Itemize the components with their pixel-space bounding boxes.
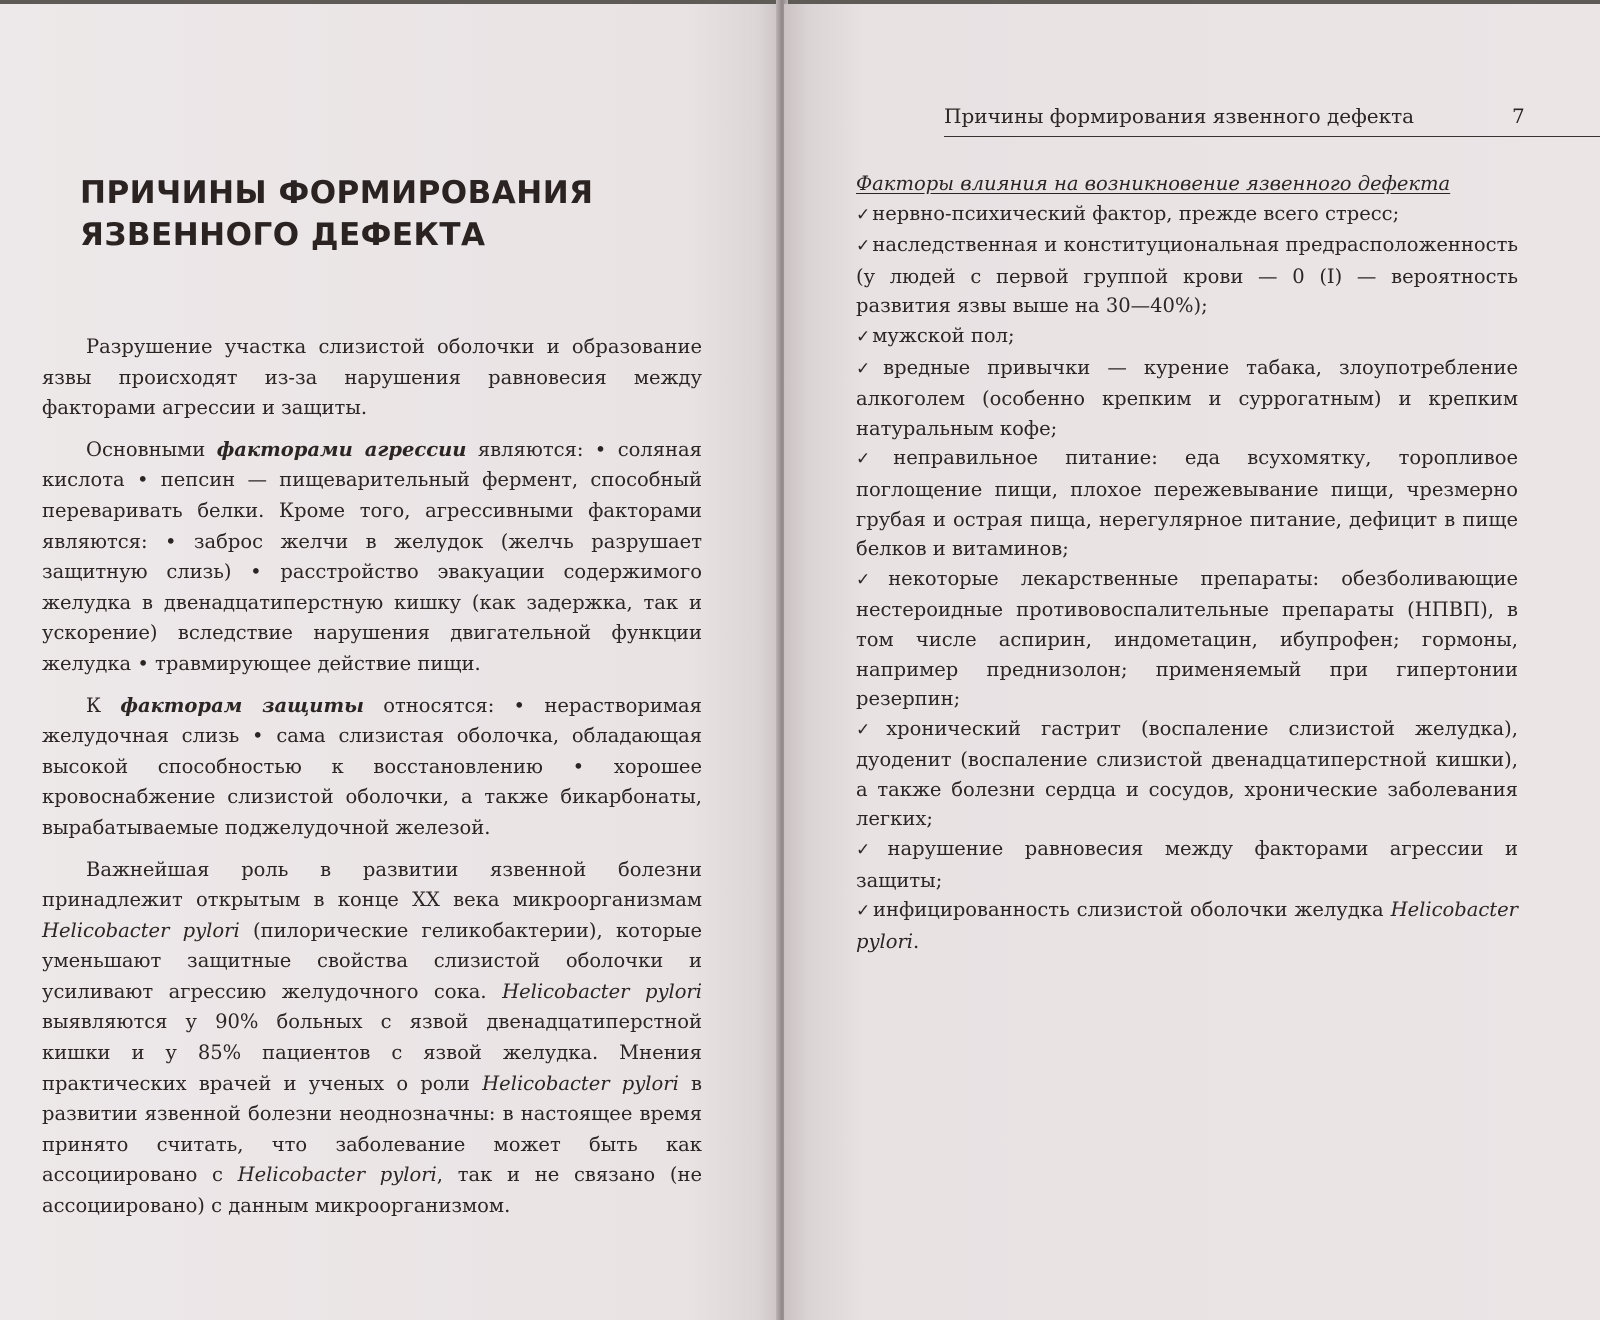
chapter-title-line-2: ЯЗВЕННОГО ДЕФЕКТА: [80, 217, 486, 253]
factors-list: [856, 199, 1518, 957]
paragraph-3-rest: относятся: • нерастворимая желудочная слизь • сама слизистая оболочка, обладающая высокой способностью к восстановлению • хорошее кровоснабжение слизистой оболочки, а также бикарбонаты, вырабатываемые поджелудочной железой.: [42, 693, 702, 839]
checkmark-icon: ✓: [856, 840, 886, 861]
list-item-text: нарушение равновесия между факторами агрессии и защиты;: [856, 837, 1518, 892]
checkmark-icon: ✓: [856, 204, 871, 225]
list-item-text: нервно-психический фактор, прежде всего стресс;: [872, 201, 1400, 225]
paragraph-1: Разрушение участка слизистой оболочки и образование язвы происходят из-за нарушения равновесия между факторами агрессии и защиты.: [42, 335, 702, 420]
paragraph-4-part-b: (пилорические геликобактерии), которые уменьшают защитные свойства слизистой оболочки и усиливают агрессию желудочного сока.: [42, 918, 702, 1003]
list-item-text: хронический гастрит (воспаление слизистой желудка), дуоденит (воспаление слизистой двенадцатиперстной кишки), а также болезни сердца и сосудов, хронические заболевания легких;: [856, 716, 1518, 831]
running-title: Причины формирования язвенного дефекта: [944, 104, 1415, 128]
paragraph-3: [42, 691, 702, 844]
list-item-text: неправильное питание: еда всухомятку, торопливое поглощение пищи, плохое пережевывание пищи, чрезмерно грубая и острая пища, нерегулярное питание, дефицит в пище белков и витаминов;: [856, 446, 1518, 561]
checkmark-icon: ✓: [856, 901, 872, 922]
paragraph-2-start: Основными: [86, 437, 217, 461]
chapter-title-line-1: ПРИЧИНЫ ФОРМИРОВАНИЯ: [80, 175, 594, 211]
checkmark-icon: ✓: [856, 236, 871, 257]
running-header: [944, 102, 1600, 137]
list-item-text: некоторые лекарственные препараты: обезболивающие нестероидные противовоспалительные препараты (НПВП), в том числе аспирин, индометацин, ибупрофен; гормоны, например преднизолон; применяемый при гипертонии резерпин;: [856, 566, 1519, 711]
paragraph-2: [42, 435, 702, 680]
checkmark-icon: ✓: [856, 569, 887, 590]
left-page: [0, 4, 780, 1320]
list-item-text: наследственная и конституциональная предрасположенность (у людей с первой группой крови — 0 (I) — вероятность развития язвы выше на 30—40%);: [856, 233, 1518, 318]
list-item-text: мужской пол;: [872, 323, 1015, 347]
list-item: [856, 321, 1518, 353]
list-item: [856, 895, 1518, 956]
right-page: [784, 4, 1600, 1320]
latin-term: Helicobacter pylori: [502, 979, 702, 1003]
factors-list-block: [856, 169, 1518, 956]
checkmark-icon: ✓: [856, 358, 882, 379]
list-item-text: инфицированность слизистой оболочки желудка: [873, 898, 1391, 922]
checkmark-icon: ✓: [856, 326, 871, 347]
paragraph-4-part-d: в развитии язвенной болезни неоднозначны: в настоящее время принято считать, что заболевание может быть как ассоциировано с: [42, 1071, 702, 1187]
chapter-title: [80, 172, 640, 256]
paragraph-2-rest: являются: • соляная кислота • пепсин — пищеварительный фермент, способный переваривать белки. Кроме того, агрессивными факторами являются: • заброс желчи в желудок (желчь разрушает защитную слизь) • расстройство эвакуации содержимого желудка в двенадцатиперстную кишку (как задержка, так и ускорение) вследствие нарушения двигательной функции желудка • травмирующее действие пищи.: [42, 437, 702, 675]
left-body-text: [42, 332, 702, 1222]
latin-term: Helicobacter pylori: [237, 1163, 437, 1187]
latin-term: Helicobacter pylori: [856, 898, 1519, 953]
latin-term: Helicobacter pylori: [42, 918, 240, 942]
page-number: 7: [1512, 104, 1525, 128]
list-item: [856, 443, 1518, 563]
checkmark-icon: ✓: [856, 719, 885, 740]
latin-term: Helicobacter pylori: [482, 1071, 679, 1095]
list-item: [856, 564, 1518, 714]
list-heading: Факторы влияния на возникновение язвенного дефекта: [856, 172, 1451, 195]
list-item: [856, 230, 1518, 321]
list-item: [856, 199, 1518, 231]
paragraph-4-part-c: выявляются у 90% больных с язвой двенадцатиперстной кишки и у 85% пациентов с язвой желудка. Мнения практических врачей и ученых о роли: [42, 1010, 702, 1095]
paragraph-4: [42, 855, 702, 1222]
list-item: [856, 353, 1518, 444]
checkmark-icon: ✓: [856, 449, 892, 470]
list-item: [856, 834, 1518, 895]
paragraph-4-part-e: , так и не связано (не ассоциировано) с данным микроорганизмом.: [42, 1163, 703, 1218]
list-item-end: .: [913, 929, 920, 953]
list-item: [856, 714, 1518, 834]
list-item-text: вредные привычки — курение табака, злоупотребление алкоголем (особенно крепким и суррогатным) и крепким натуральным кофе;: [856, 355, 1518, 440]
paragraph-3-start: К: [86, 693, 121, 717]
term-aggression-factors: факторами агрессии: [216, 437, 467, 461]
paragraph-4-part-a: Важнейшая роль в развитии язвенной болезни принадлежит открытым в конце XX века микроорганизмам: [42, 857, 702, 912]
term-protection-factors: факторам защиты: [120, 693, 364, 717]
